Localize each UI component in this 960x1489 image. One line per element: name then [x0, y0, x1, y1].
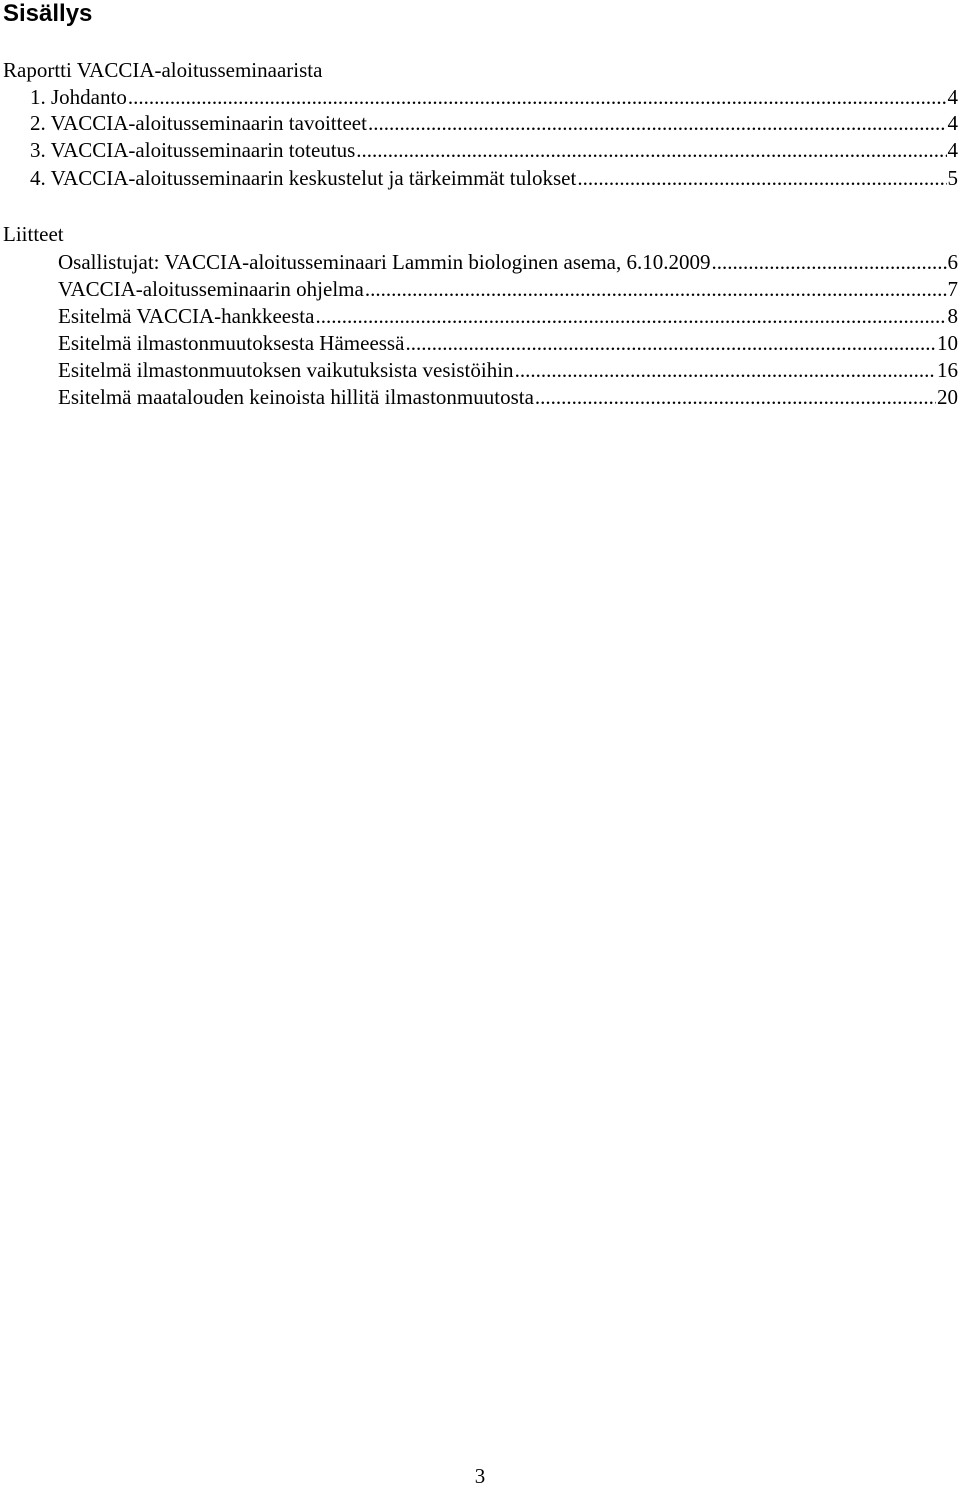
toc-entry-text: Esitelmä maatalouden keinoista hillitä ilmastonmuutosta	[58, 385, 534, 409]
toc-entry-page: 10	[937, 331, 958, 355]
toc-entry[interactable]	[58, 249, 958, 275]
toc-entry[interactable]	[30, 84, 958, 110]
toc-entry-page: 4	[947, 85, 958, 109]
toc-entry-page: 4	[947, 138, 958, 162]
page-title: Sisällys	[3, 0, 93, 27]
toc-entry-page: 8	[947, 304, 958, 328]
toc-entry[interactable]	[30, 137, 958, 163]
toc-entry[interactable]	[58, 330, 958, 356]
toc-leader	[128, 84, 947, 110]
toc-entry-page: 20	[937, 385, 958, 409]
toc-entry-text: 3. VACCIA-aloitusseminaarin toteutus	[30, 138, 356, 162]
toc-entry-text: Osallistujat: VACCIA-aloitusseminaari Lammin biologinen asema, 6.10.2009	[58, 250, 711, 274]
toc-entry[interactable]	[58, 384, 958, 410]
toc-leader	[365, 276, 947, 302]
toc-leader	[405, 330, 936, 356]
toc-entry-text: 4. VACCIA-aloitusseminaarin keskustelut ja tärkeimmät tulokset	[30, 166, 577, 190]
toc-entry-text: 1. Johdanto	[30, 85, 127, 109]
toc-leader	[356, 137, 946, 163]
toc-entry-text: VACCIA-aloitusseminaarin ohjelma	[58, 277, 364, 301]
toc-entry-text: Esitelmä VACCIA-hankkeesta	[58, 304, 315, 328]
toc-leader	[535, 384, 936, 410]
toc-entry-page: 4	[947, 111, 958, 135]
toc-entry[interactable]	[30, 110, 958, 136]
toc-leader	[515, 357, 936, 383]
toc-entry[interactable]	[58, 303, 958, 329]
toc-entry-text: 2. VACCIA-aloitusseminaarin tavoitteet	[30, 111, 367, 135]
toc-entry[interactable]	[58, 276, 958, 302]
toc-entry-page: 7	[947, 277, 958, 301]
toc-leader	[315, 303, 946, 329]
toc-entry-text: Esitelmä ilmastonmuutoksen vaikutuksista vesistöihin	[58, 358, 514, 382]
toc-entry[interactable]	[30, 165, 958, 191]
page-number: 3	[474, 1464, 486, 1488]
toc-leader	[368, 110, 947, 136]
toc-entry-text: Esitelmä ilmastonmuutoksesta Hämeessä	[58, 331, 405, 355]
toc-entry-page: 5	[947, 166, 958, 190]
toc-leader	[577, 165, 946, 191]
appendices-heading: Liitteet	[3, 222, 64, 246]
toc-entry[interactable]	[58, 357, 958, 383]
toc-leader	[711, 249, 946, 275]
report-heading: Raportti VACCIA-aloitusseminaarista	[3, 58, 323, 82]
toc-entry-page: 16	[937, 358, 958, 382]
toc-entry-page: 6	[947, 250, 958, 274]
